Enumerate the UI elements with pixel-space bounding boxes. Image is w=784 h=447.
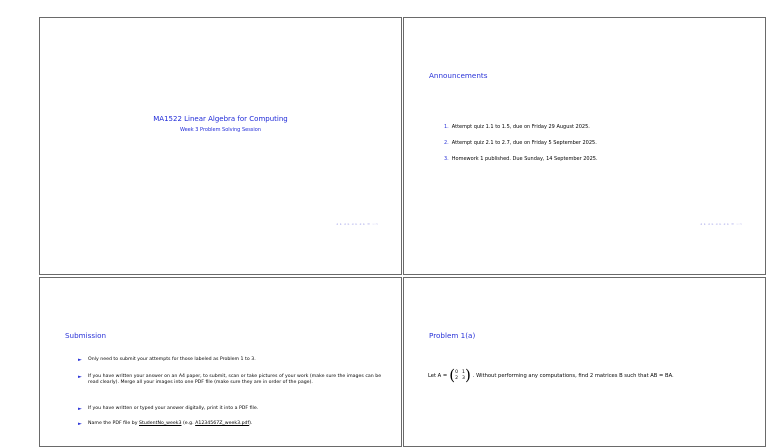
title-slide bbox=[39, 17, 402, 275]
bullet-text: Only need to submit your attempts for those labeled as Problem 1 to 3. bbox=[88, 357, 256, 362]
item-number: 3. bbox=[444, 156, 449, 162]
item-text: Homework 1 published. Due Sunday, 14 September 2025. bbox=[451, 156, 598, 162]
problem-slide bbox=[403, 277, 766, 447]
bullet-text: If you have written your answer on an A4 paper, to submit, scan or take pictures of your work (make sure the images can be read clearly). Merge all your images into one PDF file (make sure they are in order of the page). bbox=[88, 374, 382, 386]
let-text: Let A = bbox=[428, 372, 448, 379]
item-number: 2. bbox=[444, 140, 449, 146]
filename-example: A1234567Z_week3.pdf bbox=[195, 421, 250, 426]
right-paren: ) bbox=[464, 366, 471, 384]
bullet-text: If you have written or typed your answer digitally, print it into a PDF file. bbox=[88, 406, 259, 411]
list-item bbox=[78, 357, 388, 363]
name-rule-middle: (e.g. bbox=[181, 421, 196, 426]
matrix-a bbox=[449, 368, 471, 383]
matrix-entry: 1 bbox=[462, 370, 465, 376]
list-item bbox=[444, 140, 597, 146]
list-item bbox=[78, 421, 388, 427]
course-title: MA1522 Linear Algebra for Computing bbox=[153, 115, 288, 123]
matrix-entries bbox=[455, 370, 465, 381]
list-item bbox=[78, 374, 388, 386]
matrix-entry: 2 bbox=[455, 375, 459, 381]
list-item bbox=[444, 124, 590, 130]
frame-title: Problem 1(a) bbox=[429, 331, 476, 340]
bullet-triangle-icon: ► bbox=[78, 357, 82, 363]
item-text: Attempt quiz 1.1 to 1.5, due on Friday 29 August 2025. bbox=[451, 124, 590, 130]
filename-pattern: StudentNo_week3 bbox=[139, 421, 182, 426]
announcements-slide bbox=[403, 17, 766, 275]
matrix-entry: 0 bbox=[455, 370, 459, 376]
problem-rest: . Without performing any computations, find 2 matrices B such that AB = BA. bbox=[472, 372, 674, 379]
frame-title: Announcements bbox=[429, 71, 488, 80]
beamer-navigation-icons[interactable]: ◂ ▸ ◂ ▸ ◂ ▸ ◂ ▸ ≡ ∽∾ bbox=[336, 222, 379, 226]
item-number: 1. bbox=[444, 124, 449, 130]
session-subtitle: Week 3 Problem Solving Session bbox=[179, 127, 262, 133]
frame-title: Submission bbox=[65, 331, 107, 340]
item-text: Attempt quiz 2.1 to 2.7, due on Friday 5 September 2025. bbox=[451, 140, 597, 146]
submission-slide bbox=[39, 277, 402, 447]
problem-statement bbox=[428, 368, 674, 383]
bullet-triangle-icon: ► bbox=[78, 374, 82, 380]
list-item bbox=[78, 406, 388, 412]
list-item bbox=[444, 156, 598, 162]
matrix-entry: 3 bbox=[462, 375, 465, 381]
beamer-navigation-icons[interactable]: ◂ ▸ ◂ ▸ ◂ ▸ ◂ ▸ ≡ ∽∾ bbox=[700, 222, 743, 226]
left-paren: ( bbox=[449, 366, 456, 384]
name-rule-suffix: ). bbox=[249, 421, 253, 426]
bullet-triangle-icon: ► bbox=[78, 406, 82, 412]
name-rule-prefix: Name the PDF file by bbox=[88, 421, 139, 426]
bullet-triangle-icon: ► bbox=[78, 421, 82, 427]
